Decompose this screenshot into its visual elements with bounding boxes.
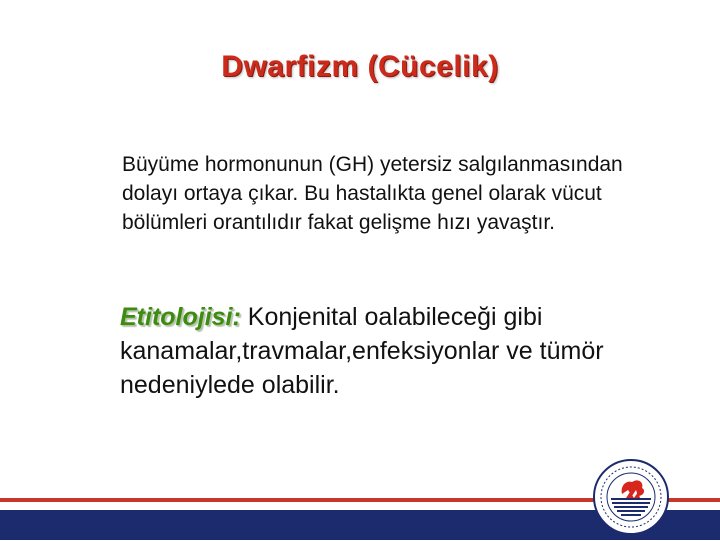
slide-title: Dwarfizm (Cücelik): [221, 50, 499, 83]
etiology-heading: Etitolojisi:: [120, 303, 241, 331]
body-paragraph-2: [120, 300, 680, 402]
body-paragraph-1: Büyüme hormonunun (GH) yetersiz salgılanmasından dolayı ortaya çıkar. Bu hastalıkta genel olarak vücut bölümleri orantılıdır fakat gelişme hızı yavaştır.: [122, 153, 623, 234]
university-seal-icon: [592, 458, 670, 536]
etiology-text: Konjenital oalabileceği gibi kanamalar,travmalar,enfeksiyonlar ve tümör nedeniylede olabilir.: [120, 303, 604, 399]
